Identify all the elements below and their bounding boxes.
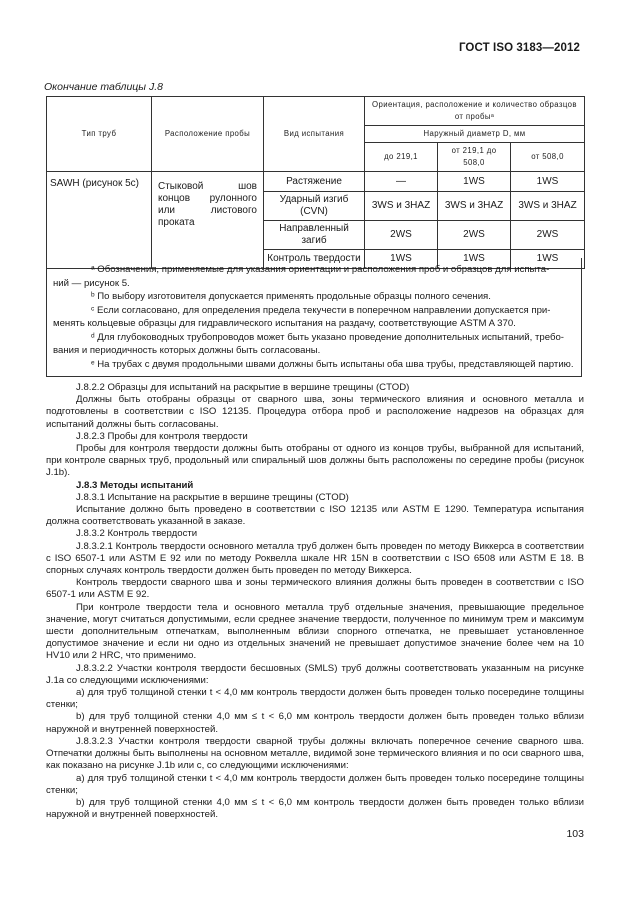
footnote-a: ᵃ Обозначения, применяемые для указания ориентации и расположения проб и образцов для испыта- (91, 264, 550, 275)
cell-test: Контроль твердости (264, 250, 365, 269)
header-test-type: Вид испытания (264, 97, 365, 172)
footnote-a-cont: ний — рисунок 5. (53, 277, 130, 289)
cell-test: Растяжение (264, 172, 365, 192)
cell-value: 1WS (511, 172, 585, 192)
cell-value: 1WS (438, 172, 511, 192)
cell-test: Ударный изгиб (CVN) (264, 192, 365, 221)
header-d2: от 219,1 до 508,0 (438, 143, 511, 172)
paragraph: J.8.3.2.3 Участки контроля твердости сварной трубы должны включать поперечное сечение сварного шва. Отпечатки должны быть выполнены на основном металле, видимой зоне термического влияния и по оси сварного шва, как показано на рисунке J.1b или c, со следующими исключениями: (46, 735, 584, 772)
cell-value: 3WS и 3HAZ (511, 192, 585, 221)
cell-value: 3WS и 3HAZ (365, 192, 438, 221)
cell-test: Направленный загиб (264, 221, 365, 250)
header-pipe-type: Тип труб (47, 97, 152, 172)
paragraph: J.8.3.2.2 Участки контроля твердости бесшовных (SMLS) труб должны соответствовать указанным на рисунке J.1a со следующими исключениями: (46, 662, 584, 686)
paragraph: a) для труб толщиной стенки t < 4,0 мм контроль твердости должен быть проведен только посередине толщины стенки; (46, 687, 584, 711)
footnote-e: ᵉ На трубах с двумя продольными швами должны быть испытаны оба шва трубы, представляющей партию. (91, 358, 574, 370)
cell-value: 1WS (365, 250, 438, 269)
header-diameter: Наружный диаметр D, мм (365, 126, 585, 143)
cell-value: 2WS (365, 221, 438, 250)
footnote-c: ᶜ Если согласовано, для определения предела текучести в поперечном направлении допускается при- (91, 304, 551, 316)
cell-value: 1WS (438, 250, 511, 269)
cell-value: 3WS и 3HAZ (438, 192, 511, 221)
paragraph: J.8.2.2 Образцы для испытаний на раскрытие в вершине трещины (CTOD) (76, 382, 410, 393)
cell-value: 1WS (511, 250, 585, 269)
paragraph: J.8.3.1 Испытание на раскрытие в вершине трещины (CTOD) (76, 491, 349, 503)
paragraph: Испытание должно быть проведено в соответствии с ISO 12135 или ASTM E 1290. Температура испытания должна соответствовать указанной в заказе. (46, 504, 584, 528)
cell-value: 2WS (438, 221, 511, 250)
page-number: 103 (566, 828, 584, 840)
header-location: Расположение пробы (152, 97, 264, 172)
paragraph: b) для труб толщиной стенки 4,0 мм ≤ t < 6,0 мм контроль твердости должен быть проведен только вблизи наружной и внутренней поверхностей. (46, 796, 584, 821)
footnote-d: ᵈ Для глубоководных трубопроводов может быть указано проведение дополнительных испытаний, требо- (91, 331, 564, 343)
body-text (46, 382, 584, 821)
header-d3: от 508,0 (511, 143, 585, 172)
header-orientation: Ориентация, расположение и количество образцов от пробыᵃ (365, 97, 585, 126)
header-d1: до 219,1 (365, 143, 438, 172)
table-caption: Окончание таблицы J.8 (44, 81, 163, 93)
paragraph: J.8.2.3 Пробы для контроля твердости (76, 430, 248, 442)
cell-location: Стыковой шов концов рулонного или листового проката (152, 172, 264, 269)
cell-value: 2WS (511, 221, 585, 250)
standard-header: ГОСТ ISO 3183—2012 (458, 42, 580, 54)
footnote-c-cont: менять кольцевые образцы для гидравлического испытания на раздачу, соответствующие ASTM A 370. (53, 318, 516, 329)
paragraph: Контроль твердости сварного шва и зоны термического влияния должны быть проведен в соответствии с ISO 6507-1 или ASTM E 92. (46, 577, 584, 601)
paragraph: J.8.3.2.1 Контроль твердости основного металла труб должен быть проведен по методу Виккерса в соответствии с ISO 6507-1 или ASTM E 92 или по методу Роквелла шкале HR 15N в соответствии с ISO 6508 или ASTM E 18. В спорных случаях контроль твердости должен быть проведен по методу Виккерса. (46, 540, 584, 577)
paragraph: b) для труб толщиной стенки 4,0 мм ≤ t < 6,0 мм контроль твердости должен быть проведен только вблизи наружной и внутренней поверхностей. (46, 711, 584, 735)
paragraph: При контроле твердости тела и основного металла труб отдельные значения, превышающие предельное значение, могут считаться допустимыми, если среднее значение твердости, полученное по минимум трем и максимум шести дополнительным отпечаткам, выполненным вблизи спорного отпечатка, не превышает установленное допустимое значение и если ни одно из отдельных значений не превышает допустимое значение более чем на 10 HV10 или 2 HRC, что применимо. (46, 601, 584, 662)
table-footnotes (46, 258, 582, 377)
paragraph: Пробы для контроля твердости должны быть отобраны от одного из концов трубы, выбранной для испытаний, при контроле сварных труб, продольный или спиральный шов должны быть расположены по середине пробы (рисунок J.1b). (46, 443, 584, 479)
paragraph: Должны быть отобраны образцы от сварного шва, зоны термического влияния и основного металла и подготовлены в соответствии с ISO 12135. Процедура отбора проб и расположение надрезов на образцах для испытаний должны быть согласованы. (46, 394, 584, 430)
test-table (46, 96, 585, 269)
paragraph: J.8.3.2 Контроль твердости (76, 528, 198, 540)
paragraph: a) для труб толщиной стенки t < 4,0 мм контроль твердости должен быть проведен только посередине толщины стенки; (46, 772, 584, 796)
section-heading: J.8.3 Методы испытаний (76, 479, 194, 491)
cell-value: — (365, 172, 438, 192)
footnote-b: ᵇ По выбору изготовителя допускается применять продольные образцы полного сечения. (91, 291, 491, 302)
cell-pipe-type: SAWH (рисунок 5с) (47, 172, 152, 269)
footnote-d-cont: вания и периодичность которых должны быть согласованы. (53, 345, 321, 356)
